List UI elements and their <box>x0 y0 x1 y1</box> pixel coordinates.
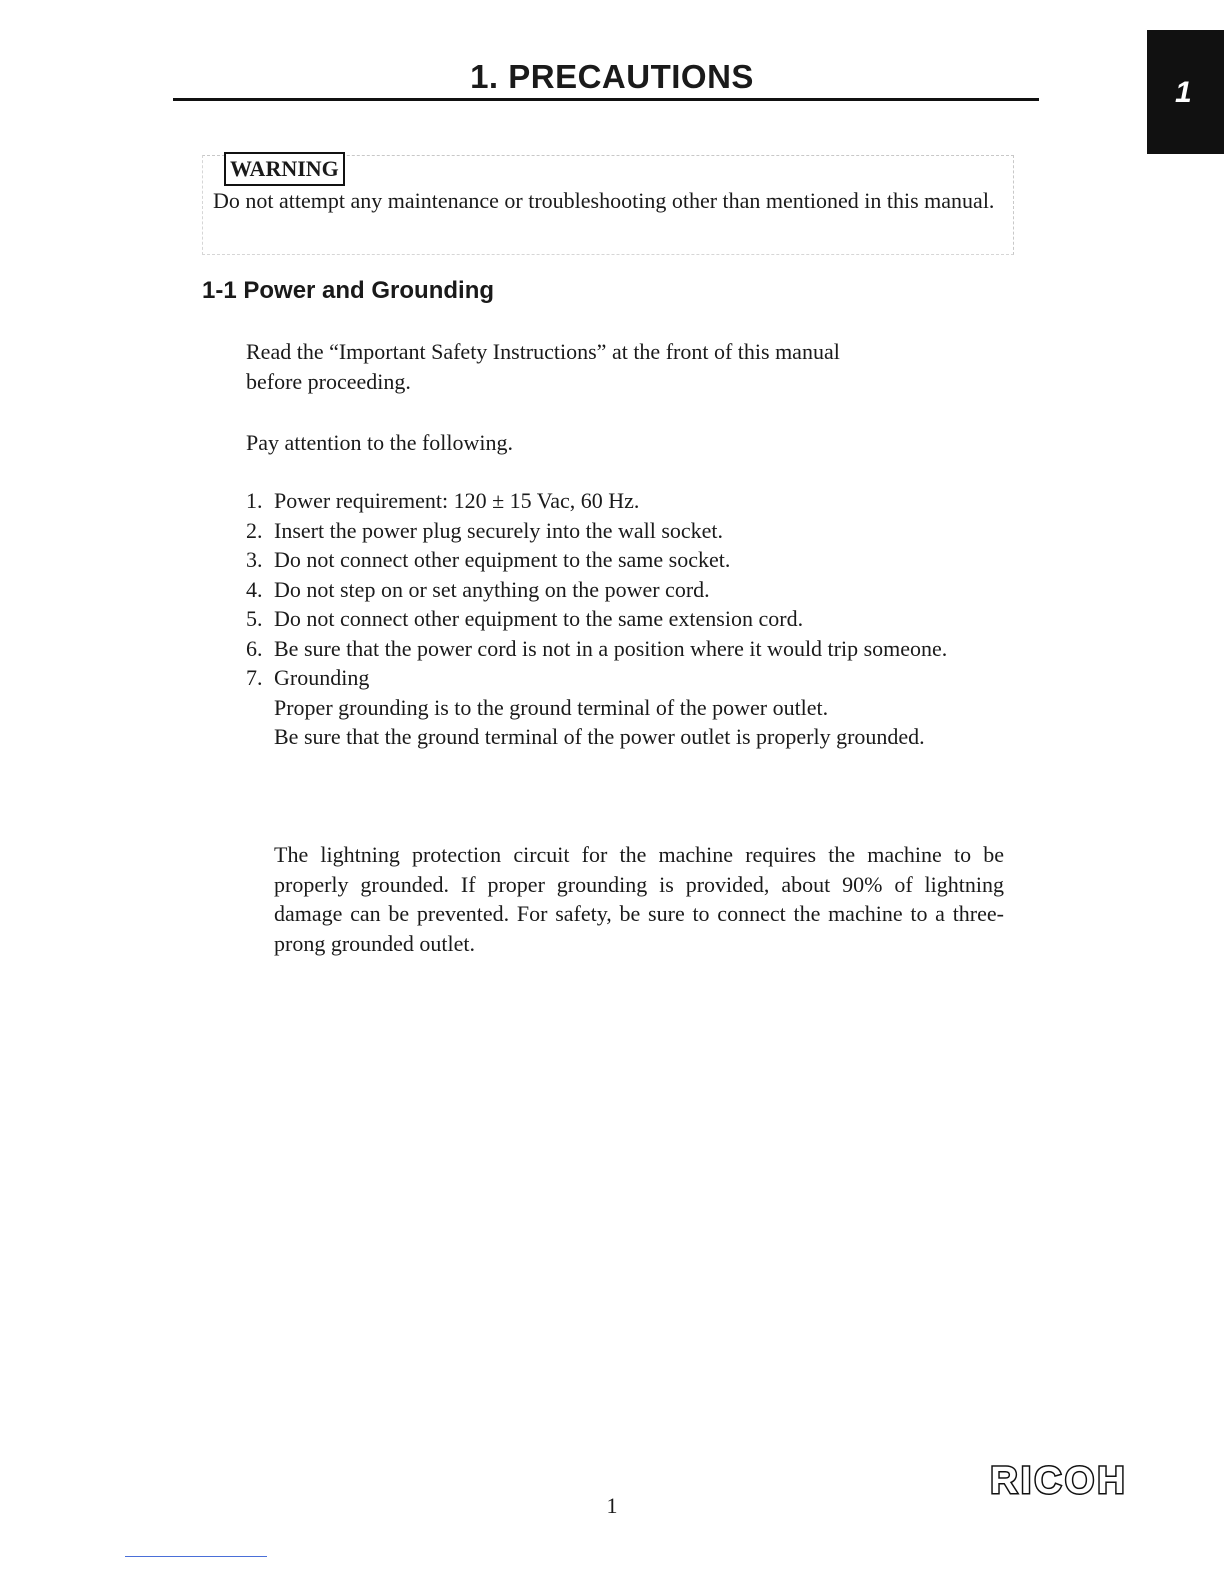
list-item-number: 4. <box>246 576 263 602</box>
list-item-text: Do not step on or set anything on the power cord. <box>274 576 710 602</box>
list-item-number: 6. <box>246 635 263 661</box>
list-item <box>246 486 1006 516</box>
attention-paragraph: Pay attention to the following. <box>246 430 514 455</box>
list-item-text: Be sure that the power cord is not in a position where it would trip someone. <box>274 635 948 661</box>
list-item-number: 7. <box>246 665 263 690</box>
chapter-tab-label: 1 <box>1175 76 1192 109</box>
list-item-number: 1. <box>246 488 263 513</box>
list-item-text: Grounding <box>274 665 370 690</box>
logo-text: RICOH <box>990 1460 1128 1502</box>
list-item-text: Do not connect other equipment to the same socket. <box>274 547 731 572</box>
intro-paragraph: Read the “Important Safety Instructions” at the front of this manual before proceeding. <box>246 339 840 394</box>
lightning-note: The lightning protection circuit for the machine requires the machine to be properly grounded. If proper grounding is provided, about 90% of lightning damage can be prevented. For safety, be sure to connect the machine to a three-prong grounded outlet. <box>274 842 1004 956</box>
requirements-list <box>246 486 1006 752</box>
list-item-text: Power requirement: 120 ± 15 Vac, 60 Hz. <box>274 488 640 513</box>
list-item <box>246 604 1006 634</box>
footer-rule <box>125 1556 267 1557</box>
list-item-number: 3. <box>246 547 263 572</box>
title-rule <box>173 98 1039 101</box>
list-item-number: 2. <box>246 517 263 543</box>
chapter-title: 1. PRECAUTIONS <box>470 58 754 95</box>
page-number: 1 <box>606 1493 618 1518</box>
warning-text: Do not attempt any maintenance or troubleshooting other than mentioned in this manual. <box>213 188 995 213</box>
list-item <box>246 663 1006 752</box>
list-item <box>246 545 1006 575</box>
section-heading: 1-1 Power and Grounding <box>202 277 495 304</box>
grounding-detail-2: Be sure that the ground terminal of the power outlet is properly grounded. <box>274 724 925 749</box>
list-item <box>246 575 1006 605</box>
list-item-text: Insert the power plug securely into the wall socket. <box>274 517 724 543</box>
grounding-detail-1: Proper grounding is to the ground terminal of the power outlet. <box>274 694 829 720</box>
list-item-text: Do not connect other equipment to the same extension cord. <box>274 606 804 631</box>
list-item-number: 5. <box>246 606 263 631</box>
warning-label: WARNING <box>224 152 345 186</box>
ricoh-logo <box>984 1460 1134 1502</box>
list-item <box>246 634 1006 664</box>
list-item <box>246 516 1006 546</box>
